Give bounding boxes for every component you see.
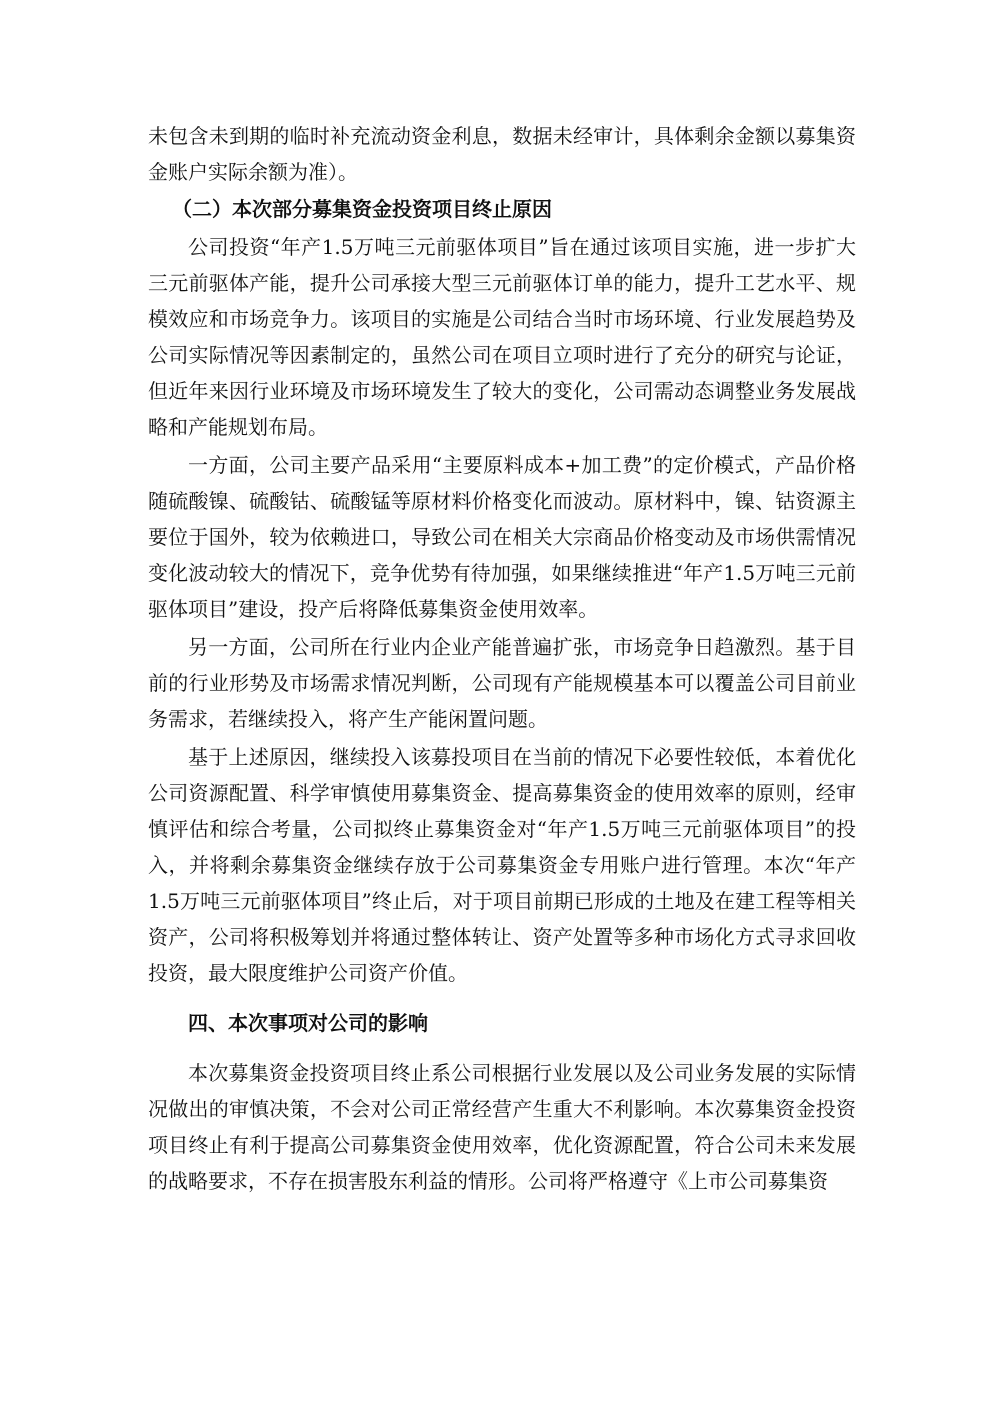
subsection-heading: （二）本次部分募集资金投资项目终止原因	[172, 197, 552, 221]
paragraph-impact: 本次募集资金投资项目终止系公司根据行业发展以及公司业务发展的实际情况做出的审慎决策，不会对公司正常经营产生重大不利影响。本次募集资金投资项目终止有利于提高公司募集资金使用效率，优化资源配置，符合公司未来发展的战略要求，不存在损害股东利益的情形。公司将严格遵守《上市公司募集资	[148, 1061, 856, 1193]
paragraph-continuation: 未包含未到期的临时补充流动资金利息，数据未经审计，具体剩余金额以募集资金账户实际余额为准）。	[148, 124, 856, 184]
section-heading: 四、本次事项对公司的影响	[188, 1011, 428, 1035]
paragraph-project-purpose: 公司投资“年产1.5万吨三元前驱体项目”旨在通过该项目实施，进一步扩大三元前驱体产能，提升公司承接大型三元前驱体订单的能力，提升工艺水平、规模效应和市场竞争力。该项目的实施是公司结合当时市场环境、行业发展趋势及公司实际情况等因素制定的，虽然公司在项目立项时进行了充分的研究与论证，但近年来因行业环境及市场环境发生了较大的变化，公司需动态调整业务发展战略和产能规划布局。	[148, 235, 856, 439]
paragraph-termination-decision: 基于上述原因，继续投入该募投项目在当前的情况下必要性较低，本着优化公司资源配置、科学审慎使用募集资金、提高募集资金的使用效率的原则，经审慎评估和综合考量，公司拟终止募集资金对“年产1.5万吨三元前驱体项目”的投入，并将剩余募集资金继续存放于公司募集资金专用账户进行管理。本次“年产1.5万吨三元前驱体项目”终止后，对于项目前期已形成的土地及在建工程等相关资产，公司将积极筹划并将通过整体转让、资产处置等多种市场化方式寻求回收投资，最大限度维护公司资产价值。	[148, 745, 856, 985]
paragraph-pricing-model: 一方面，公司主要产品采用“主要原料成本+加工费”的定价模式，产品价格随硫酸镍、硫酸钴、硫酸锰等原材料价格变化而波动。原材料中，镍、钴资源主要位于国外，较为依赖进口，导致公司在相关大宗商品价格变动及市场供需情况变化波动较大的情况下，竞争优势有待加强，如果继续推进“年产1.5万吨三元前驱体项目”建设，投产后将降低募集资金使用效率。	[148, 453, 856, 621]
document-body	[148, 118, 856, 1199]
paragraph-market-competition: 另一方面，公司所在行业内企业产能普遍扩张，市场竞争日趋激烈。基于目前的行业形势及市场需求情况判断，公司现有产能规模基本可以覆盖公司目前业务需求，若继续投入，将产生产能闲置问题。	[148, 635, 856, 731]
